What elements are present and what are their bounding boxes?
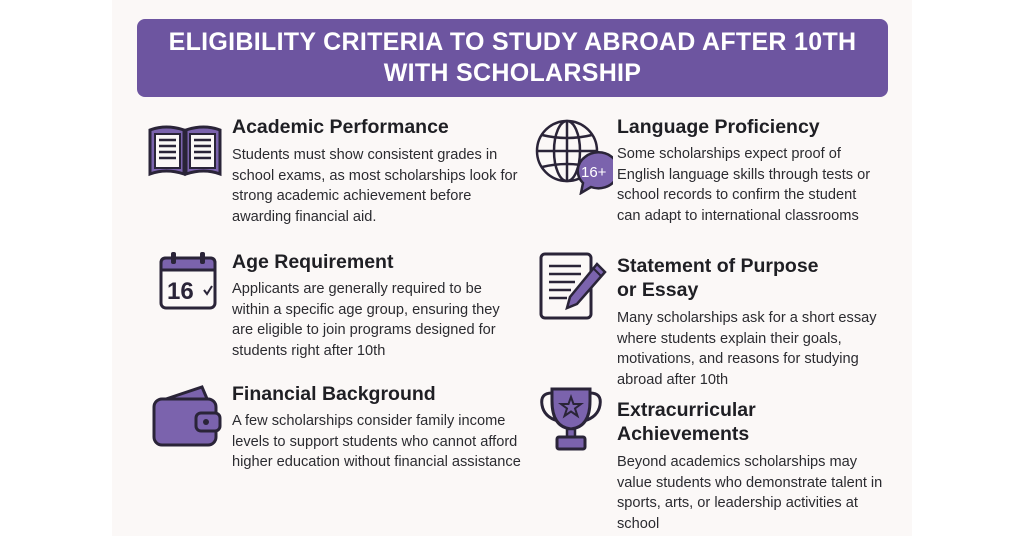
page-title: ELIGIBILITY CRITERIA TO STUDY ABROAD AFTER 10TH WITH SCHOLARSHIP	[168, 28, 857, 87]
header-banner	[137, 19, 888, 97]
extracurricular-title-line2: Achievements	[617, 423, 750, 445]
calendar-number: 16	[167, 278, 194, 305]
financial-background-description: A few scholarships consider family income levels to support students who cannot afford higher education without financial assistance	[232, 413, 521, 471]
wallet-icon	[150, 383, 224, 449]
globe-icon	[533, 115, 613, 195]
statement-of-purpose-description: Many scholarships ask for a short essay where students explain their goals, motivations, and reasons for studying abroad after 10th	[617, 310, 877, 388]
statement-of-purpose-title-line1: Statement of Purpose	[617, 255, 819, 277]
language-proficiency-title: Language Proficiency	[617, 116, 820, 138]
document-pen-icon	[537, 250, 609, 322]
academic-performance-title: Academic Performance	[232, 116, 449, 138]
open-book-icon	[146, 122, 224, 180]
financial-background-title: Financial Background	[232, 383, 436, 405]
globe-badge-text: 16+	[581, 164, 607, 181]
extracurricular-description: Beyond academics scholarships may value students who demonstrate talent in sports, arts, or leadership activities at school	[617, 454, 883, 532]
trophy-icon	[538, 385, 604, 453]
age-requirement-description: Applicants are generally required to be within a specific age group, ensuring they are eligible to join programs designed for students right after 10th	[232, 281, 500, 359]
statement-of-purpose-title-line2: or Essay	[617, 279, 699, 301]
age-requirement-title: Age Requirement	[232, 251, 394, 273]
language-proficiency-description: Some scholarships expect proof of English language skills through tests or school records to confirm the student can adapt to international classrooms	[617, 146, 871, 224]
academic-performance-description: Students must show consistent grades in school exams, as most scholarships look for strong academic achievement before awarding financial aid.	[232, 147, 518, 225]
calendar-icon	[158, 250, 218, 312]
extracurricular-title-line1: Extracurricular	[617, 399, 756, 421]
